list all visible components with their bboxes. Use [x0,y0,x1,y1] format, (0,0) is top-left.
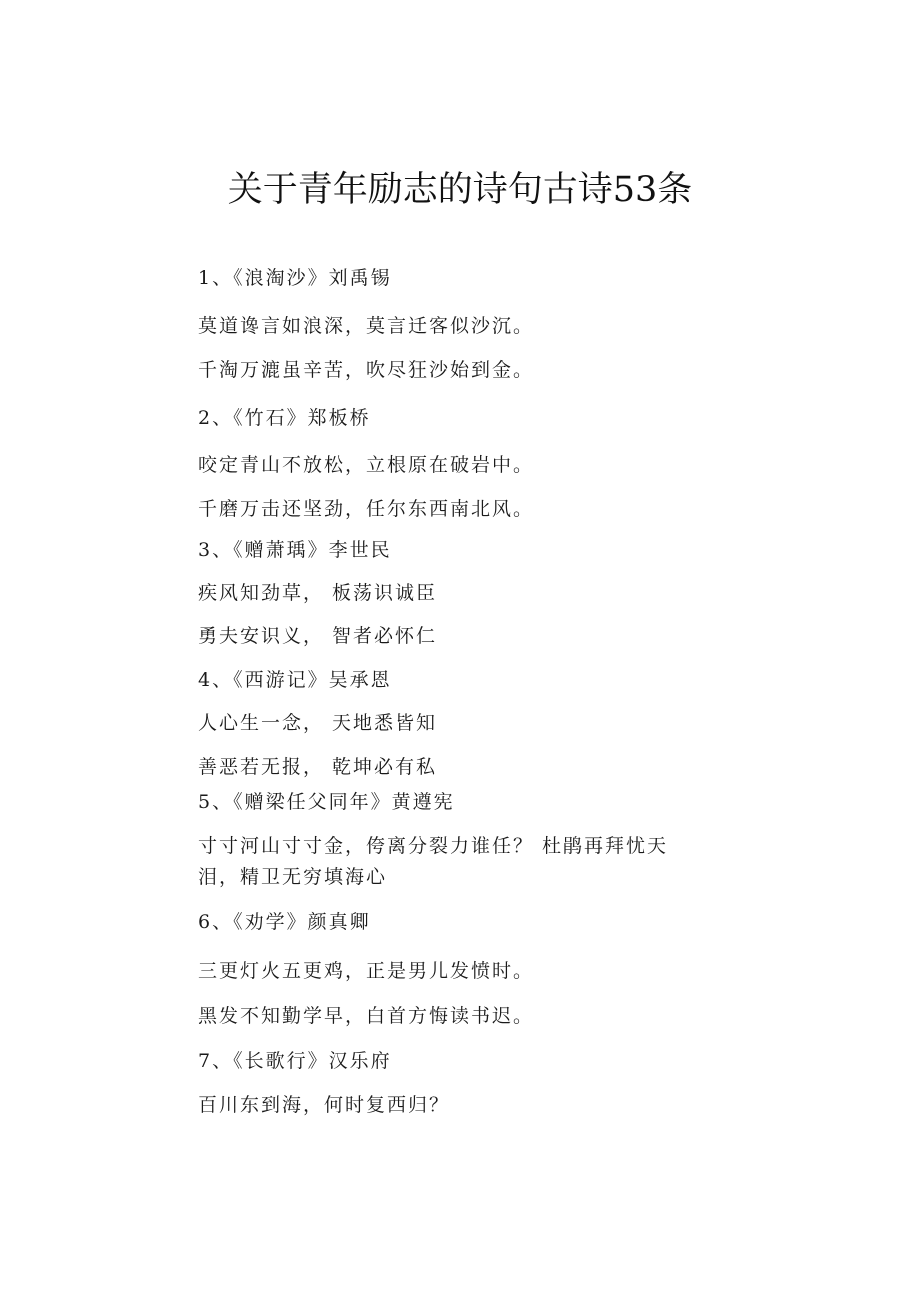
poem-line: 千磨万击还坚劲，任尔东西南北风。 [198,498,535,520]
poem-line: 勇夫安识义， 智者必怀仁 [198,625,438,647]
poem-heading-1: 1、《浪淘沙》刘禹锡 [198,267,392,289]
poem-line: 黑发不知勤学早，白首方悔读书迟。 [198,1005,535,1027]
poem-line: 百川东到海，何时复西归？ [198,1094,451,1116]
poem-heading-4: 4、《西游记》吴承恩 [198,669,392,691]
poem-line: 咬定青山不放松，立根原在破岩中。 [198,454,535,476]
poem-line: 人心生一念， 天地悉皆知 [198,712,438,734]
poem-line: 疾风知劲草， 板荡识诚臣 [198,582,438,604]
document-title: 关于青年励志的诗句古诗53条 [227,170,693,210]
poem-line: 寸寸河山寸寸金，侉离分裂力谁任？ 杜鹃再拜忧天泪，精卫无穷填海心 [198,835,669,888]
poem-line: 千淘万漉虽辛苦，吹尽狂沙始到金。 [198,359,535,381]
poem-line: 三更灯火五更鸡，正是男儿发愤时。 [198,960,535,982]
poem-heading-7: 7、《长歌行》汉乐府 [198,1050,392,1072]
poem-heading-5: 5、《赠梁任父同年》黄遵宪 [198,791,455,813]
poem-heading-6: 6、《劝学》颜真卿 [198,911,371,933]
poem-line: 善恶若无报， 乾坤必有私 [198,756,438,778]
poem-line: 莫道谗言如浪深，莫言迁客似沙沉。 [198,315,535,337]
poem-heading-2: 2、《竹石》郑板桥 [198,407,371,429]
poem-heading-3: 3、《赠萧瑀》李世民 [198,539,392,561]
